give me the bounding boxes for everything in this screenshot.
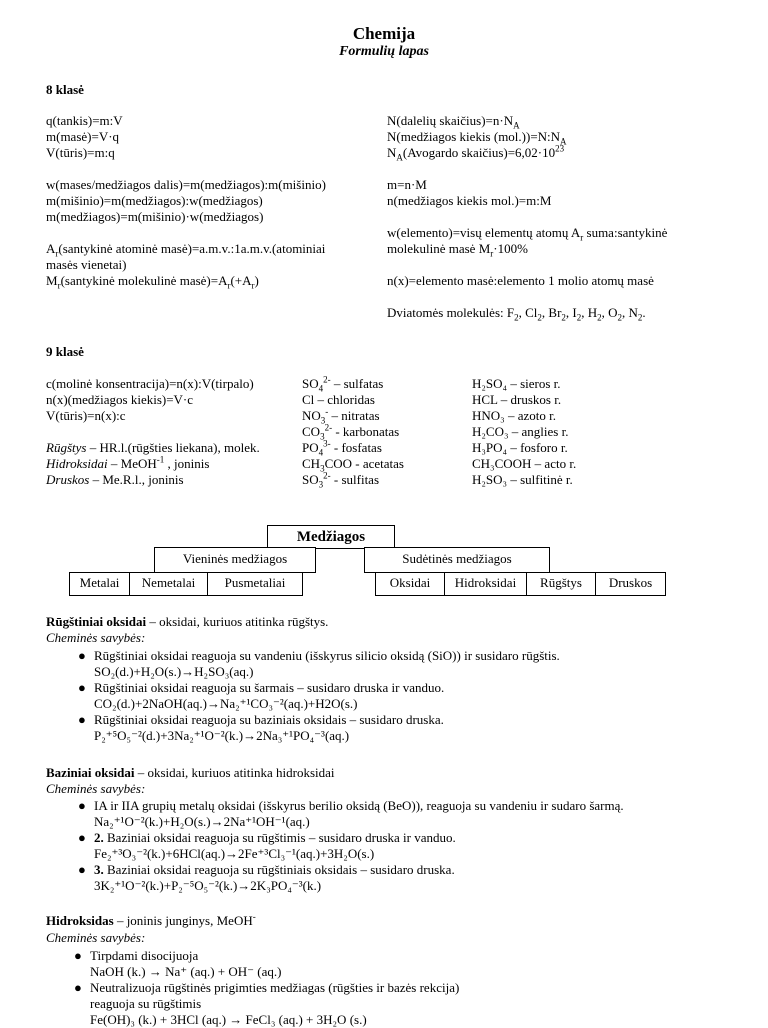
formula-line: w(elemento)=visų elementų atomų $A_r$ suma:santykinė [387, 225, 668, 243]
klase8-right-formulas [387, 113, 667, 321]
list-item: ● 2. Baziniai oksidai reaguoja su rūgštimis – susidaro druska ir vanduo. Fe₂⁺³O₃⁻²(k.)+6HCl(aq.)→2Fe⁺³Cl₃⁻¹(aq.)+3H₂O(s.) [78, 830, 456, 861]
formula-line: $M_r(santykinė$ molekulinė $masė)=A_r(+A_r)$ [46, 273, 259, 291]
acid-item: HNO₃ – azoto r. [472, 408, 556, 423]
properties-label: Cheminės savybės: [46, 781, 146, 796]
doc-subtitle: Formulių lapas [339, 44, 429, 59]
acid-item: CH₃COOH – acto r. [472, 456, 577, 471]
hydroxide-properties-list [66, 948, 459, 1028]
formula-line: V(tūris)=m:q [46, 145, 115, 160]
tree-leaf-box: Oksidai [375, 572, 445, 596]
tree-complex-box: Sudėtinės medžiagos [364, 547, 550, 573]
formula-line: $A_r(santykinė$ atominė masė)=a.m.v.:1a.m.v.(atominiai [46, 241, 326, 259]
formula-line: w(mases/medžiagos dalis)=m(medžiagos):m(mišinio) [46, 177, 326, 192]
anion-list [302, 376, 404, 488]
formula-line: n(x)=elemento masė:elemento 1 molio atomų masė [387, 273, 654, 288]
basic-properties-list [70, 798, 624, 894]
acid-item: H₂SO₃ – sulfitinė r. [472, 472, 573, 487]
list-item: ● Rūgštiniai oksidai reaguoja su vandeniu (išskyrus silicio oksidą (SiO)) ir susidaro rūgštis. SO₂(d.)+H₂O(s.)→H₂SO₃(aq.) [78, 648, 560, 679]
tree-leaf-box: Pusmetaliai [207, 572, 303, 596]
tree-root-box: Medžiagos [267, 525, 395, 549]
klase9-left-formulas [46, 376, 260, 488]
list-item: ● Tirpdami disocijuoja NaOH (k.) → Na⁺ (aq.) + OH⁻ (aq.) [74, 948, 282, 979]
acid-list [472, 376, 576, 488]
definition-line: Druskos – Me.R.l., joninis [46, 472, 184, 487]
formula-line: q(tankis)=m:V [46, 113, 123, 128]
klase8-left-formulas [46, 113, 326, 289]
list-item: ● 3. Baziniai oksidai reaguoja su rūgštiniais oksidais – susidaro druska. 3K₂⁺¹O⁻²(k.)+P₂⁻⁵O₅⁻²(k.)→2K₃PO₄⁻³(k.) [78, 862, 455, 893]
anion-item: $PO_4^{3-}$ - fosfatas [302, 438, 382, 458]
tree-leaf-box: Nemetalai [129, 572, 208, 596]
formula-line: masės vienetai) [46, 257, 127, 272]
formula-line: m(medžiagos)=m(mišinio)·w(medžiagos) [46, 209, 264, 224]
formula-line: N(medžiagos kiekis $(mol.))=N:N_A$ [387, 129, 567, 147]
properties-label: Cheminės savybės: [46, 630, 146, 645]
acid-item: H₃PO₄ – fosforo r. [472, 440, 568, 455]
formula-line: m(masė)=V·q [46, 129, 120, 144]
acid-item: H₂SO₄ – sieros r. [472, 376, 561, 391]
list-item: ● Rūgštiniai oksidai reaguoja su baziniais oksidais – susidaro druska. P₂⁺⁵O₅⁻²(d.)+3Na₂⁺¹O⁻²(k.)→2Na₃⁺¹PO₄⁻³(aq.) [78, 712, 444, 743]
properties-label: Cheminės savybės: [46, 930, 146, 945]
formula-line: m=n·M [387, 177, 427, 192]
tree-leaf-box: Rūgštys [526, 572, 596, 596]
formula-line: n(medžiagos kiekis mol.)=m:M [387, 193, 552, 208]
list-item: ● Neutralizuoja rūgštinės prigimties medžiagas (rūgšties ir bazės rekcija) reaguoja su rūgštimis Fe(OH)₃ (k.) + 3HCl (aq.) → FeCl₃ (aq.) + 3H₂O (s.) [74, 980, 460, 1027]
definition-line: Rūgštys – HR.l.(rūgšties liekana), molek. [46, 440, 260, 455]
anion-item: $SO_3^{2-}$ - sulfitas [302, 470, 380, 490]
list-item: ● IA ir IIA grupių metalų oksidai (išskyrus berilio oksidą (BeO)), reaguoja su vandeniu ir sudaro šarmą. Na₂⁺¹O⁻²(k.)+H₂O(s.)→2Na⁺¹OH⁻¹(aq.) [78, 798, 624, 829]
formula-line: N(dalelių $skaičius)=n\cdot N_A$ [387, 113, 520, 131]
anion-item: $SO_4^{2-}$ – sulfatas [302, 374, 384, 394]
formula-line: molekulinė masė $M_r\cdot 100\%$ [387, 241, 528, 259]
formula-line: m(mišinio)=m(medžiagos):w(medžiagos) [46, 193, 263, 208]
basic-oxides-heading: Baziniai oksidai – oksidai, kuriuos atitinka hidroksidai [46, 765, 335, 780]
formula-line: c(molinė konsentracija)=n(x):V(tirpalo) [46, 376, 254, 391]
anion-item: Cl – chloridas [302, 392, 375, 407]
list-item: ● Rūgštiniai oksidai reaguoja su šarmais – susidaro druska ir vanduo. CO₂(d.)+2NaOH(aq.)→Na₂⁺¹CO₃⁻²(aq.)+H2O(s.) [78, 680, 445, 711]
definition-line: Hidroksidai – MeOH$^{-1}$ , joninis [46, 454, 210, 471]
acid-item: HCL – druskos r. [472, 392, 562, 407]
formula-line: $N_A(Avogardo$ $skaičius)=6,02\cdot 10^{23}$ [387, 143, 565, 163]
acidic-oxides-heading: Rūgštiniai oksidai – oksidai, kuriuos atitinka rūgštys. [46, 614, 329, 629]
tree-leaf-box: Druskos [595, 572, 666, 596]
section-heading-9: 9 klasė [46, 344, 84, 359]
section-heading-8: 8 klasė [46, 82, 84, 97]
doc-title: Chemija [352, 24, 416, 43]
hydroxide-heading: Hidroksidas – joninis junginys, MeOH- [46, 911, 256, 928]
formula-line: n(x)(medžiagos kiekis)=V·c [46, 392, 194, 407]
tree-leaf-box: Hidroksidai [444, 572, 527, 596]
tree-simple-box: Vieninės medžiagos [154, 547, 316, 573]
formula-line: V(tūris)=n(x):c [46, 408, 126, 423]
acid-item: H₂CO₃ – anglies r. [472, 424, 569, 439]
anion-item: $NO_3^-$ – nitratas [302, 406, 380, 426]
formula-line: Dviatomės molekulės: $F_2$, $Cl_2$, $Br_2$, $I_2$, $H_2$, $O_2$, $N_2$. [387, 305, 646, 323]
anion-item: $CH_3COO$ - acetatas [302, 456, 404, 474]
tree-leaf-box: Metalai [69, 572, 130, 596]
acidic-properties-list [70, 648, 560, 744]
anion-item: $CO_3^{2-}$ - karbonatas [302, 422, 400, 442]
